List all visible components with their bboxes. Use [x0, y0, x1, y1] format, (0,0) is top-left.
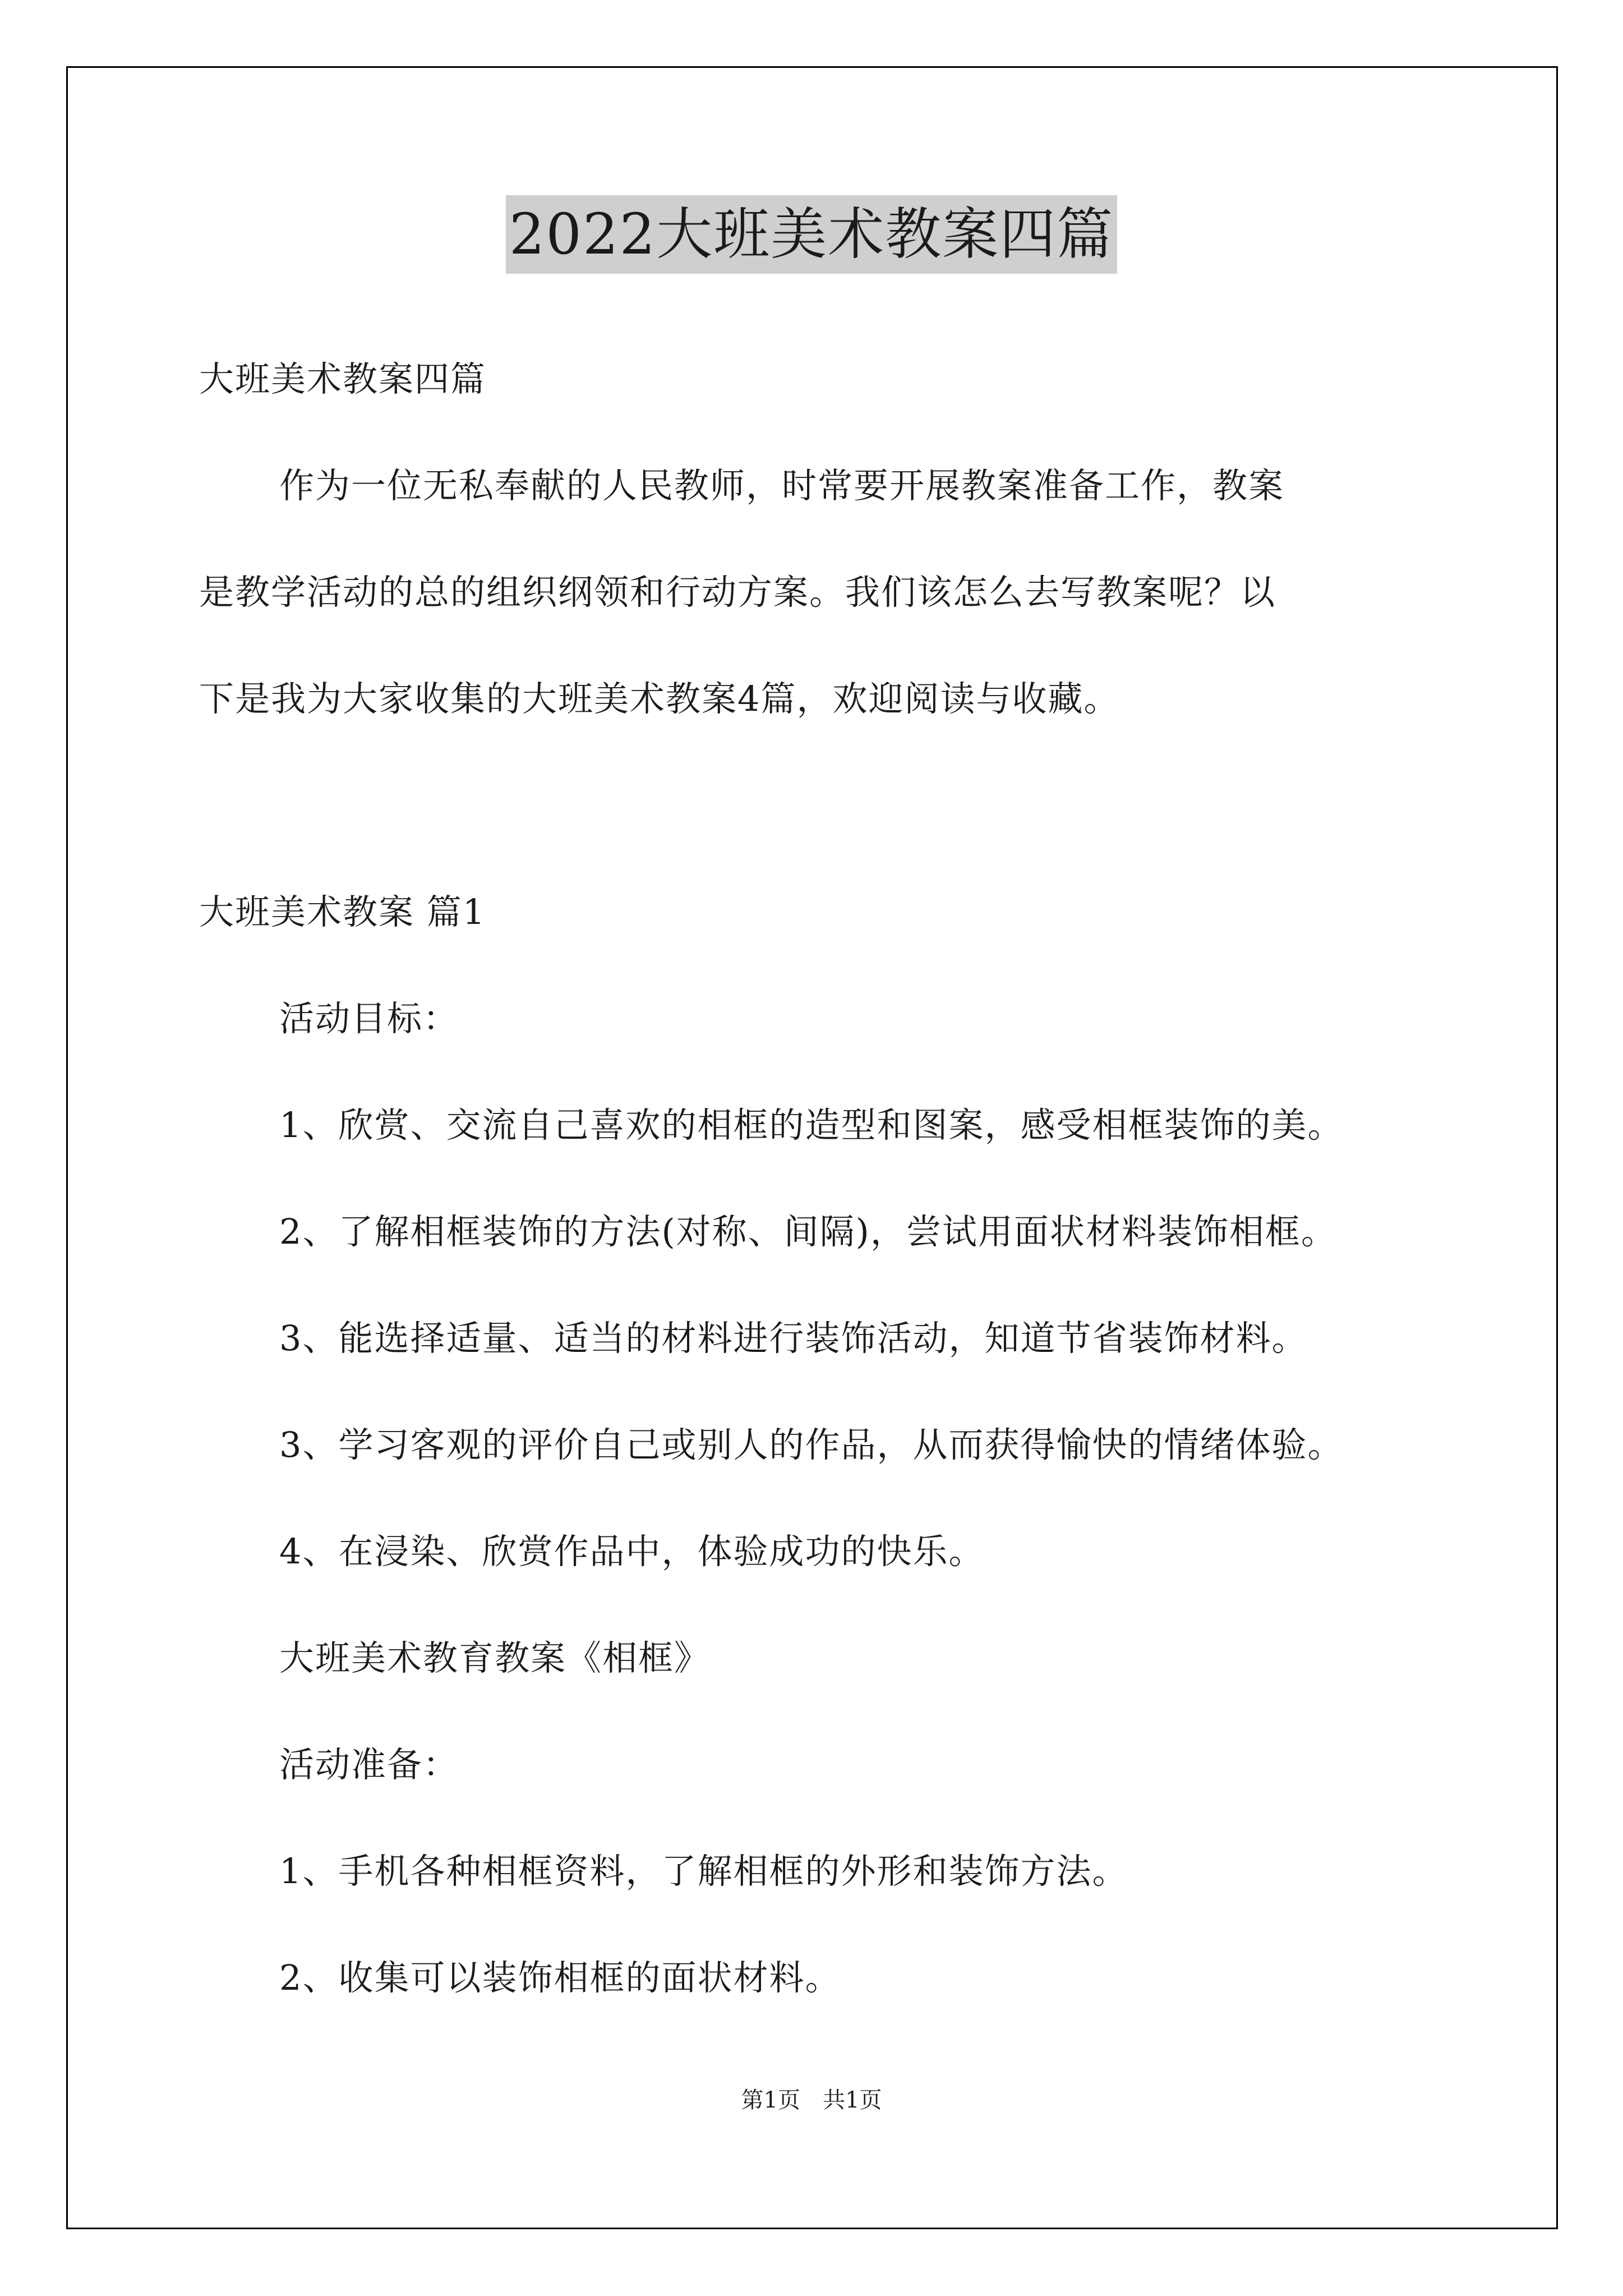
subtitle: 大班美术教案四篇	[199, 358, 487, 399]
lesson-title: 大班美术教育教案《相框》	[279, 1637, 711, 1678]
document-title: 2022大班美术教案四篇	[506, 195, 1118, 274]
section-heading: 大班美术教案 篇1	[199, 891, 486, 932]
intro-line-1: 作为一位无私奉献的人民教师，时常要开展教案准备工作，教案	[279, 465, 1285, 506]
goals-heading: 活动目标：	[279, 998, 459, 1039]
page-number: 第1页	[741, 2087, 800, 2113]
intro-line-3: 下是我为大家收集的大班美术教案4篇，欢迎阅读与收藏。	[199, 678, 1120, 719]
goal-item: 4、在浸染、欣赏作品中，体验成功的快乐。	[279, 1531, 985, 1572]
page-total: 共1页	[823, 2087, 882, 2113]
intro-line-2: 是教学活动的总的组织纲领和行动方案。我们该怎么去写教案呢？以	[199, 572, 1276, 613]
title-container	[0, 195, 1623, 274]
goal-item: 2、了解相框装饰的方法(对称、间隔)，尝试用面状材料装饰相框。	[279, 1211, 1337, 1252]
page-footer	[0, 2083, 1623, 2117]
goal-item: 3、学习客观的评价自己或别人的作品，从而获得愉快的情绪体验。	[279, 1424, 1344, 1465]
goal-item: 1、欣赏、交流自己喜欢的相框的造型和图案，感受相框装饰的美。	[279, 1105, 1344, 1145]
preparation-item: 1、手机各种相框资料，了解相框的外形和装饰方法。	[279, 1851, 1128, 1892]
preparation-item: 2、收集可以装饰相框的面状材料。	[279, 1957, 841, 1998]
preparation-heading: 活动准备：	[279, 1744, 459, 1785]
goal-item: 3、能选择适量、适当的材料进行装饰活动，知道节省装饰材料。	[279, 1318, 1308, 1359]
